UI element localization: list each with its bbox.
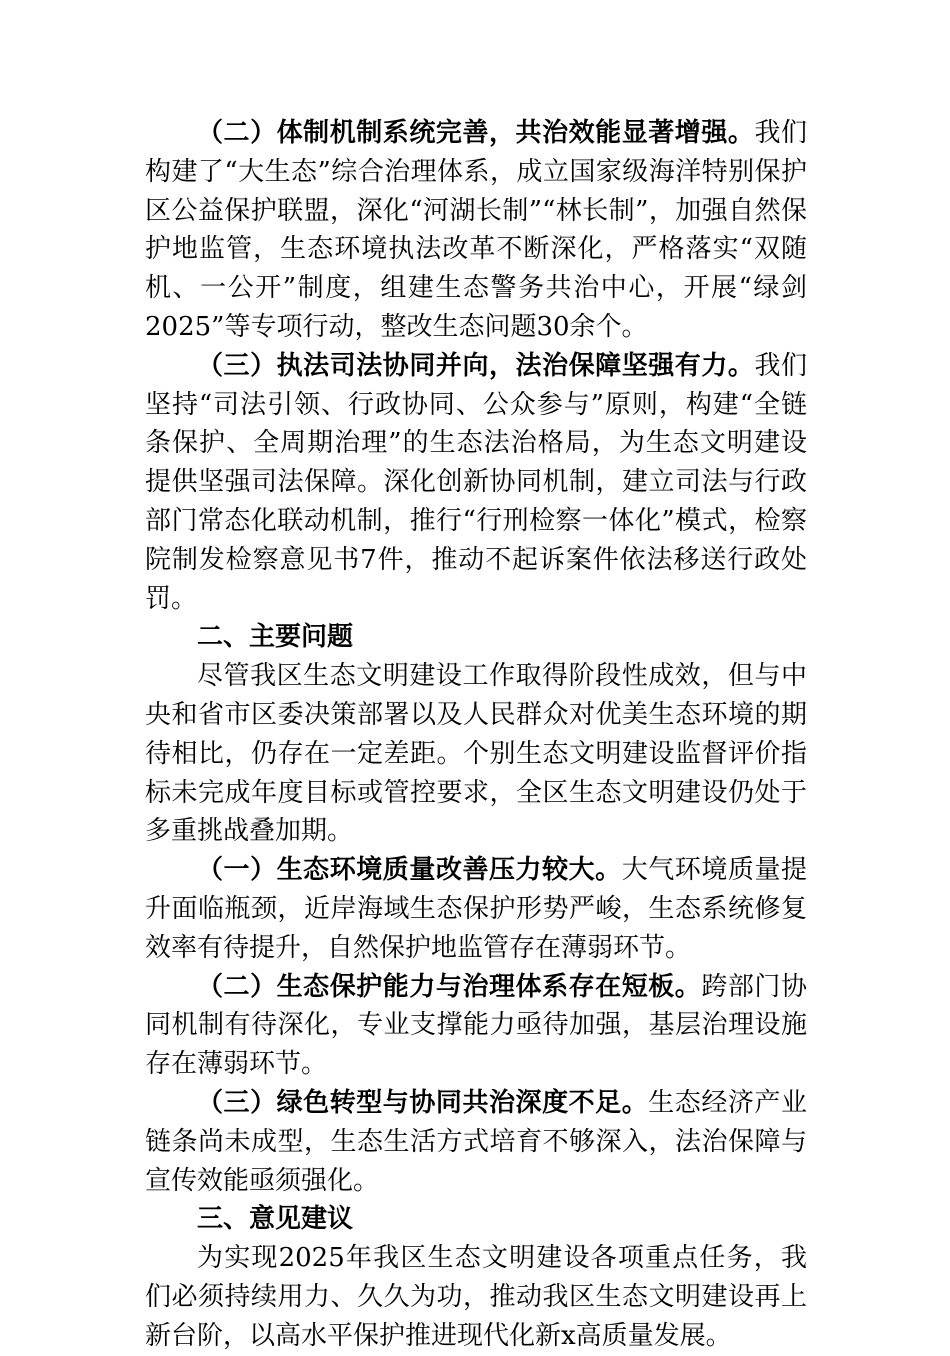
paragraph-text: 生态经济产业链条尚未成型，生态生活方式培育不够深入，法治保障与宣传效能亟须强化。	[145, 1087, 807, 1196]
paragraph-system-mechanism	[145, 114, 807, 347]
paragraph-environment-quality	[145, 851, 807, 967]
paragraph-text: 跨部门协同机制有待深化，专业支撑能力亟待加强，基层治理设施存在薄弱环节。	[145, 971, 807, 1080]
subsection-title: （二）体制机制系统完善，共治效能显著增强。	[197, 118, 755, 148]
section-heading-suggestions: 三、意见建议	[197, 1204, 354, 1235]
paragraph-problems-intro	[145, 657, 807, 851]
subsection-title: （三）绿色转型与协同共治深度不足。	[197, 1087, 649, 1118]
paragraph-text: 尽管我区生态文明建设工作取得阶段性成效，但与中央和省市区委决策部署以及人民群众对优美生态环境的期待相比，仍存在一定差距。个别生态文明建设监督评价指标未完成年度目标或管控要求，全区生态文明建设仍处于多重挑战叠加期。	[145, 661, 807, 847]
paragraph-protection-capacity	[145, 968, 807, 1084]
subsection-title: （二）生态保护能力与治理体系存在短板。	[197, 971, 702, 1002]
subsection-title: （三）执法司法协同并向，法治保障坚强有力。	[197, 350, 755, 381]
subsection-title: （一）生态环境质量改善压力较大。	[197, 855, 622, 886]
document-body	[145, 114, 807, 1356]
paragraph-text: 我们坚持“司法引领、行政协同、公众参与”原则，构建“全链条保护、全周期治理”的生态法治格局，为生态文明建设提供坚强司法保障。深化创新协同机制，建立司法与行政部门常态化联动机制，推行“行刑检察一体化”模式，检察院制发检察意见书7件，推动不起诉案件依法移送行政处罚。	[145, 350, 807, 614]
paragraph-green-transition	[145, 1084, 807, 1200]
section-heading-main-problems: 二、主要问题	[197, 622, 354, 653]
paragraph-text: 为实现2025年我区生态文明建设各项重点任务，我们必须持续用力、久久为功，推动我区生态文明建设再上新台阶，以高水平保护推进现代化新x高质量发展。	[145, 1243, 807, 1351]
paragraph-text: 我们构建了“大生态”综合治理体系，成立国家级海洋特别保护区公益保护联盟，深化“河湖长制”“林长制”，加强自然保护地监管，生态环境执法改革不断深化，严格落实“双随机、一公开”制度，组建生态警务共治中心，开展“绿剑2025”等专项行动，整改生态问题30余个。	[145, 118, 807, 342]
paragraph-suggestions-intro	[145, 1239, 807, 1355]
paragraph-text: 大气环境质量提升面临瓶颈，近岸海域生态保护形势严峻，生态系统修复效率有待提升，自然保护地监管存在薄弱环节。	[145, 855, 807, 963]
paragraph-law-enforcement	[145, 347, 807, 619]
